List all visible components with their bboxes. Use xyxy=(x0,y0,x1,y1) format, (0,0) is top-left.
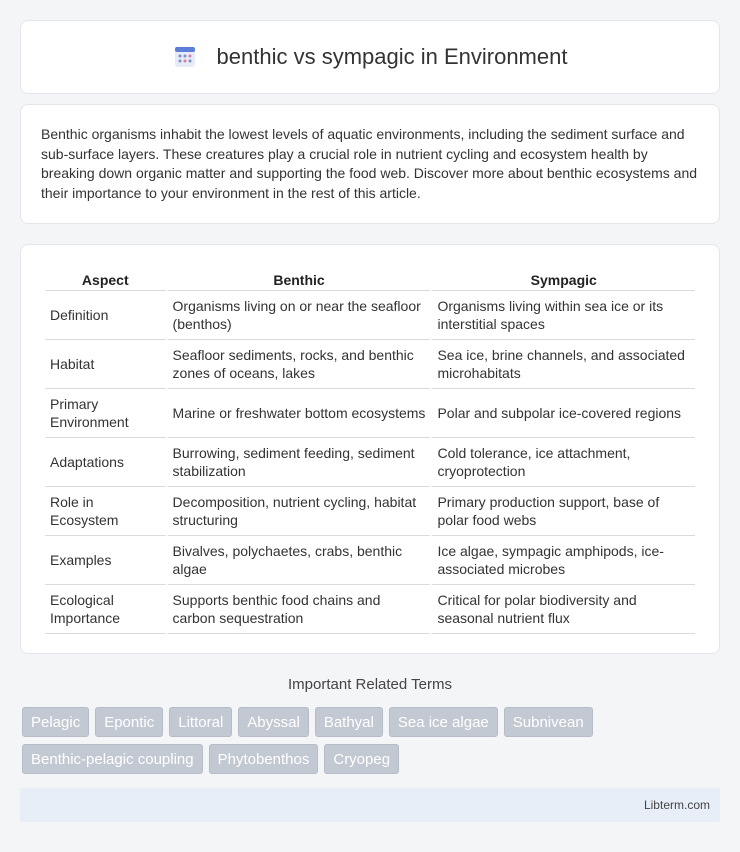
table-row xyxy=(45,487,695,536)
tag-cryopeg[interactable]: Cryopeg xyxy=(324,744,399,774)
tag-subnivean[interactable]: Subnivean xyxy=(504,707,593,737)
tag-phytobenthos[interactable]: Phytobenthos xyxy=(209,744,319,774)
header-card xyxy=(20,20,720,94)
row-benthic: Burrowing, sediment feeding, sediment stabilization xyxy=(168,438,431,487)
tag-littoral[interactable]: Littoral xyxy=(169,707,232,737)
table-row xyxy=(45,340,695,389)
row-benthic: Supports benthic food chains and carbon sequestration xyxy=(168,585,431,634)
header-benthic: Benthic xyxy=(168,265,431,291)
intro-text: Benthic organisms inhabit the lowest levels of aquatic environments, including the sediment surface and sub-surface layers. These creatures play a crucial role in nutrient cycling and ecosystem health by breaking down organic matter and supporting the food web. Discover more about benthic ecosystems and their importance to your environment in the rest of this article. xyxy=(41,126,698,201)
row-sympagic: Cold tolerance, ice attachment, cryoprotection xyxy=(432,438,695,487)
related-terms-tags xyxy=(22,707,722,774)
header-sympagic: Sympagic xyxy=(432,265,695,291)
row-aspect: Adaptations xyxy=(45,438,166,487)
header-aspect: Aspect xyxy=(45,265,166,291)
row-sympagic: Sea ice, brine channels, and associated microhabitats xyxy=(432,340,695,389)
row-aspect: Definition xyxy=(45,291,166,340)
footer-site-link[interactable]: Libterm.com xyxy=(643,798,710,812)
table-row xyxy=(45,438,695,487)
intro-card xyxy=(20,104,720,224)
row-sympagic: Organisms living within sea ice or its interstitial spaces xyxy=(432,291,695,340)
row-sympagic: Critical for polar biodiversity and seasonal nutrient flux xyxy=(432,585,695,634)
row-aspect: Role in Ecosystem xyxy=(45,487,166,536)
footer xyxy=(20,788,720,822)
tag-epontic[interactable]: Epontic xyxy=(95,707,163,737)
row-benthic: Organisms living on or near the seafloor (benthos) xyxy=(168,291,431,340)
table-row xyxy=(45,389,695,438)
row-benthic: Decomposition, nutrient cycling, habitat structuring xyxy=(168,487,431,536)
related-terms-title: Important Related Terms xyxy=(288,676,452,693)
comparison-table xyxy=(43,265,697,634)
tag-sea-ice-algae[interactable]: Sea ice algae xyxy=(389,707,498,737)
row-sympagic: Polar and subpolar ice-covered regions xyxy=(432,389,695,438)
row-aspect: Primary Environment xyxy=(45,389,166,438)
table-row xyxy=(45,536,695,585)
table-header-row xyxy=(45,265,695,291)
row-aspect: Ecological Importance xyxy=(45,585,166,634)
tag-pelagic[interactable]: Pelagic xyxy=(22,707,89,737)
page-title: benthic vs sympagic in Environment xyxy=(216,44,568,69)
table-row xyxy=(45,585,695,634)
row-aspect: Habitat xyxy=(45,340,166,389)
row-sympagic: Ice algae, sympagic amphipods, ice-associated microbes xyxy=(432,536,695,585)
row-benthic: Seafloor sediments, rocks, and benthic zones of oceans, lakes xyxy=(168,340,431,389)
tag-bathyal[interactable]: Bathyal xyxy=(315,707,383,737)
row-aspect: Examples xyxy=(45,536,166,585)
row-sympagic: Primary production support, base of polar food webs xyxy=(432,487,695,536)
tag-benthic-pelagic-coupling[interactable]: Benthic-pelagic coupling xyxy=(22,744,203,774)
table-row xyxy=(45,291,695,340)
comparison-table-card xyxy=(20,244,720,654)
tag-abyssal[interactable]: Abyssal xyxy=(238,707,309,737)
row-benthic: Marine or freshwater bottom ecosystems xyxy=(168,389,431,438)
row-benthic: Bivalves, polychaetes, crabs, benthic algae xyxy=(168,536,431,585)
grid-document-icon xyxy=(173,45,197,69)
